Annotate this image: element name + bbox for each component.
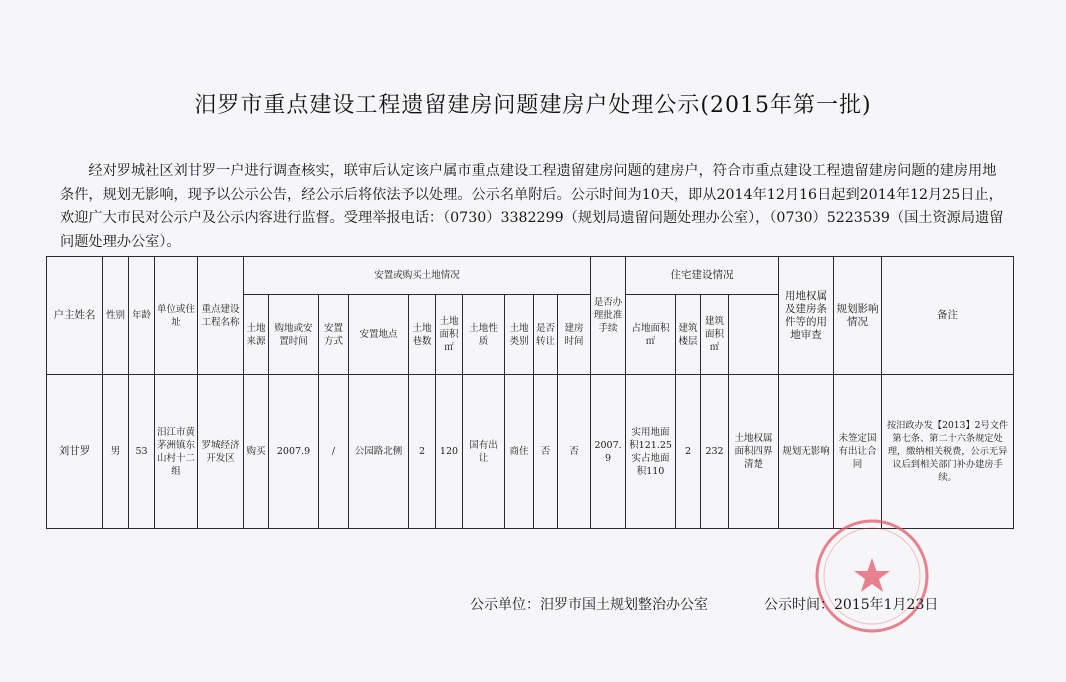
header-floors: 建筑楼层 [676,295,701,375]
header-transfer: 是否转让 [534,295,558,375]
cell-land-source: 购买 [244,375,269,529]
cell-opinion: 按汨政办发【2013】2号文件第七条、第二十六条规定处理，缴纳相关税费，公示无异议后到相关部门补办建房手续。 [882,375,1014,529]
announcement-paragraph: 经对罗城社区刘甘罗一户进行调查核实，联审后认定该户属市重点建设工程遗留建房问题的建房户，符合市重点建设工程遗留建房问题的建房用地条件，规划无影响，现予以公示公告，经公示后将依法予以处理。公示名单附后。公示时间为10天，即从2014年12月16日起到2014年12月25日止，欢迎广大市民对公示户及公示内容进行监督。受理举报电话：（0730）3382299（规划局遗留问题处理办公室），（0730）5223539（国土资源局遗留问题处理办公室）。 [60,163,1004,250]
header-land-category: 土地类别 [505,295,534,375]
header-housing-group: 住宅建设情况 [626,257,779,295]
header-gender: 性别 [103,257,129,375]
header-land-rights: 用地权属及建房条件等的用地审查 [779,257,834,375]
publish-date-label: 公示时间： [764,597,834,613]
cell-approval: 否 [558,375,591,529]
cell-unit-address: 汨江市黄茅洲镇东山村十二组 [155,375,198,529]
header-land-count: 土地巷数 [409,295,436,375]
header-approval: 是否办理批准手续 [591,257,626,375]
cell-footprint: 实用地面积121.25实占地面积110 [626,375,676,529]
cell-settle-place: 公园路北侧 [349,375,409,529]
header-age: 年龄 [129,257,155,375]
header-land-area: 土地面积㎡ [436,295,463,375]
cell-age: 53 [129,375,155,529]
header-remarks: 备注 [882,257,1014,375]
cell-project-name: 罗城经济开发区 [198,375,244,529]
header-land-group: 安置或购买土地情况 [244,257,591,295]
cell-build-time: 2007.9 [591,375,626,529]
header-floor-area: 建筑面积㎡ [701,295,729,375]
cell-settle-method: / [319,375,349,529]
header-build-time: 建房时间 [558,295,591,375]
cell-land-nature: 国有出让 [463,375,505,529]
cell-floors: 2 [676,375,701,529]
header-settle-place: 安置地点 [349,295,409,375]
cell-land-rights: 土地权属面积四界清楚 [729,375,779,529]
cell-land-category: 商住 [505,375,534,529]
cell-gender: 男 [103,375,129,529]
cell-floor-area: 232 [701,375,729,529]
publish-date [764,594,938,614]
publisher-unit [470,594,708,614]
document-title: 汨罗市重点建设工程遗留建房问题建房户处理公示(2015年第一批) [194,93,872,118]
header-purchase-time: 购地或安置时间 [269,295,319,375]
cell-remarks: 未签定国有出让合同 [834,375,882,529]
header-name: 户主姓名 [47,257,103,375]
cell-purchase-time: 2007.9 [269,375,319,529]
publisher-unit-label: 公示单位： [470,597,540,613]
publisher-unit-value: 汨罗市国土规划整治办公室 [540,597,708,613]
cell-land-count: 2 [409,375,436,529]
cell-transfer: 否 [534,375,558,529]
household-table [46,256,1014,529]
header-settle-method: 安置方式 [319,295,349,375]
cell-name: 刘甘罗 [47,375,103,529]
header-land-source: 土地来源 [244,295,269,375]
cell-planning: 规划无影响 [779,375,834,529]
header-unit-address: 单位或住址 [155,257,198,375]
table-row [47,375,1014,529]
official-seal-icon [812,516,932,636]
cell-land-area: 120 [436,375,463,529]
publish-date-value: 2015年1月23日 [834,597,939,613]
header-project-name: 重点建设工程名称 [198,257,244,375]
header-land-nature: 土地性质 [463,295,505,375]
header-footprint: 占地面积㎡ [626,295,676,375]
header-planning: 规划影响情况 [834,257,882,375]
